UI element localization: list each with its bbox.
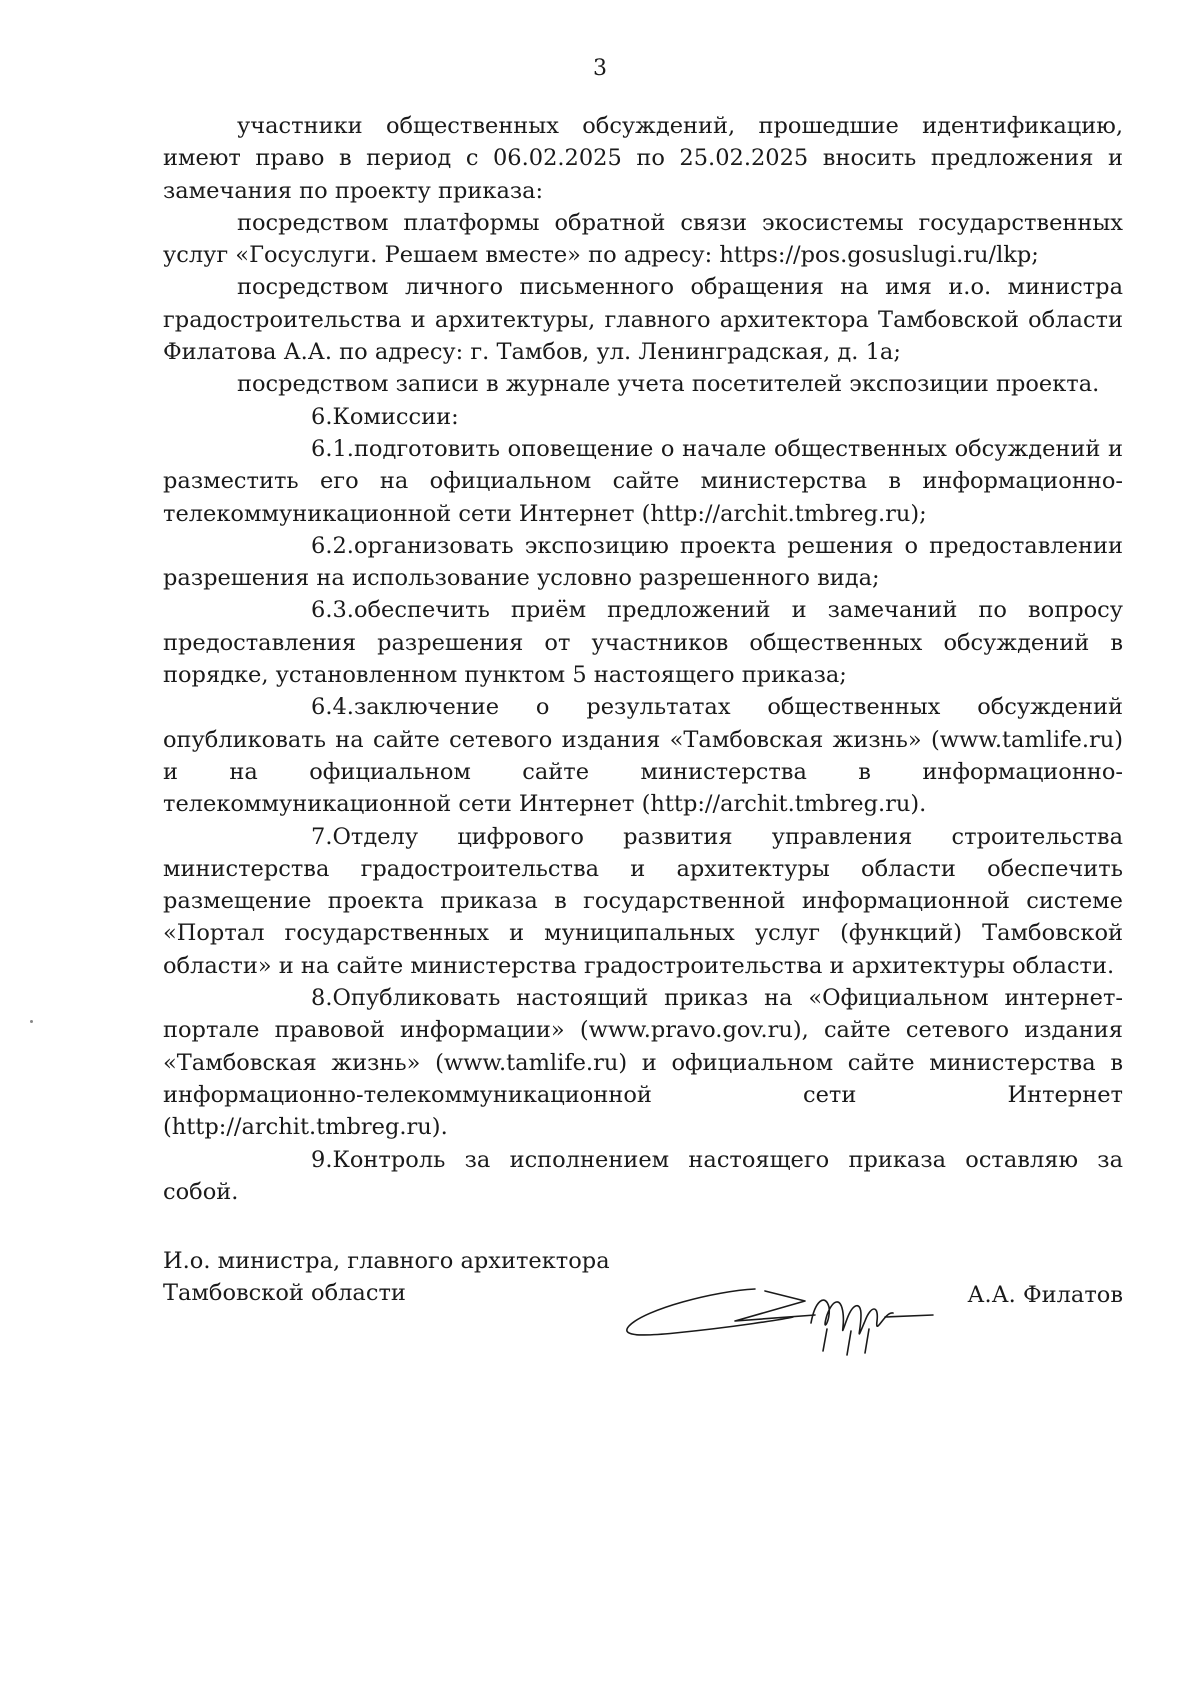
signatory-title xyxy=(163,1245,610,1309)
paragraph-number: 6.3. xyxy=(311,597,354,624)
paragraph-text: организовать экспозицию проекта решения о предоставлении разрешения на использование условно разрешенного вида; xyxy=(163,532,1123,592)
scan-speck xyxy=(30,1020,33,1023)
signatory-title-line-1: И.о. министра, главного архитектора xyxy=(163,1248,610,1274)
paragraph-number: 6. xyxy=(311,403,333,430)
paragraph-number: 6.4. xyxy=(311,694,354,721)
paragraph xyxy=(163,271,1123,368)
paragraph-number: 9. xyxy=(311,1146,333,1173)
paragraph-text: посредством записи в журнале учета посетителей экспозиции проекта. xyxy=(237,371,1100,398)
signatory-name: А.А. Филатов xyxy=(967,1282,1123,1308)
paragraph-text: Комиссии: xyxy=(332,403,459,430)
paragraph xyxy=(163,530,1123,595)
signatory-title-line-2: Тамбовской области xyxy=(163,1280,406,1306)
handwritten-signature xyxy=(615,1271,935,1359)
signature-block xyxy=(163,1245,1123,1365)
paragraph-number: 8. xyxy=(311,985,333,1012)
page-number: 3 xyxy=(593,56,607,81)
paragraph xyxy=(163,594,1123,691)
paragraph xyxy=(163,207,1123,272)
paragraph-number: 6.1. xyxy=(311,435,354,462)
paragraph-text: Опубликовать настоящий приказ на «Официальном интернет-портале правовой информации» (www.pravo.gov.ru), сайте сетевого издания «Тамбовская жизнь» (www.tamlife.ru) и официальном сайте министерства в информационно-телекоммуникационной сети Интернет (http://archit.tmbreg.ru). xyxy=(163,985,1123,1141)
paragraph-number: 6.2. xyxy=(311,532,354,559)
paragraph xyxy=(163,821,1123,982)
paragraph xyxy=(163,1144,1123,1209)
paragraph-text: Отделу цифрового развития управления строительства министерства градостроительства и архитектуры области обеспечить размещение проекта приказа в государственной информационной системе «Портал государственных и муниципальных услуг (функций) Тамбовской области» и на сайте министерства градостроительства и архитектуры области. xyxy=(163,823,1123,979)
paragraph xyxy=(163,433,1123,530)
paragraph xyxy=(163,110,1123,207)
paragraph xyxy=(163,368,1123,400)
paragraph-number: 7. xyxy=(311,823,333,850)
document-body xyxy=(163,110,1123,1208)
paragraph-text: посредством платформы обратной связи экосистемы государственных услуг «Госуслуги. Решаем вместе» по адресу: https://pos.gosuslugi.ru/lkp; xyxy=(163,209,1123,269)
paragraph xyxy=(163,401,1123,433)
paragraph xyxy=(163,982,1123,1143)
paragraph xyxy=(163,691,1123,820)
paragraph-text: участники общественных обсуждений, прошедшие идентификацию, имеют право в период с 06.02.2025 по 25.02.2025 вносить предложения и замечания по проекту приказа: xyxy=(163,113,1123,204)
paragraph-text: подготовить оповещение о начале общественных обсуждений и разместить его на официальном сайте министерства в информационно-телекоммуникационной сети Интернет (http://archit.tmbreg.ru); xyxy=(163,435,1123,527)
paragraph-text: Контроль за исполнением настоящего приказа оставляю за собой. xyxy=(163,1146,1123,1205)
paragraph-text: посредством личного письменного обращения на имя и.о. министра градостроительства и архитектуры, главного архитектора Тамбовской области Филатова А.А. по адресу: г. Тамбов, ул. Ленинградская, д. 1а; xyxy=(163,274,1123,366)
paragraph-text: заключение о результатах общественных обсуждений опубликовать на сайте сетевого издания «Тамбовская жизнь» (www.tamlife.ru) и на официальном сайте министерства в информационно-телекоммуникационной сети Интернет (http://archit.tmbreg.ru). xyxy=(163,694,1123,818)
paragraph-text: обеспечить приём предложений и замечаний по вопросу предоставления разрешения от участников общественных обсуждений в порядке, установленном пунктом 5 настоящего приказа; xyxy=(163,597,1123,689)
